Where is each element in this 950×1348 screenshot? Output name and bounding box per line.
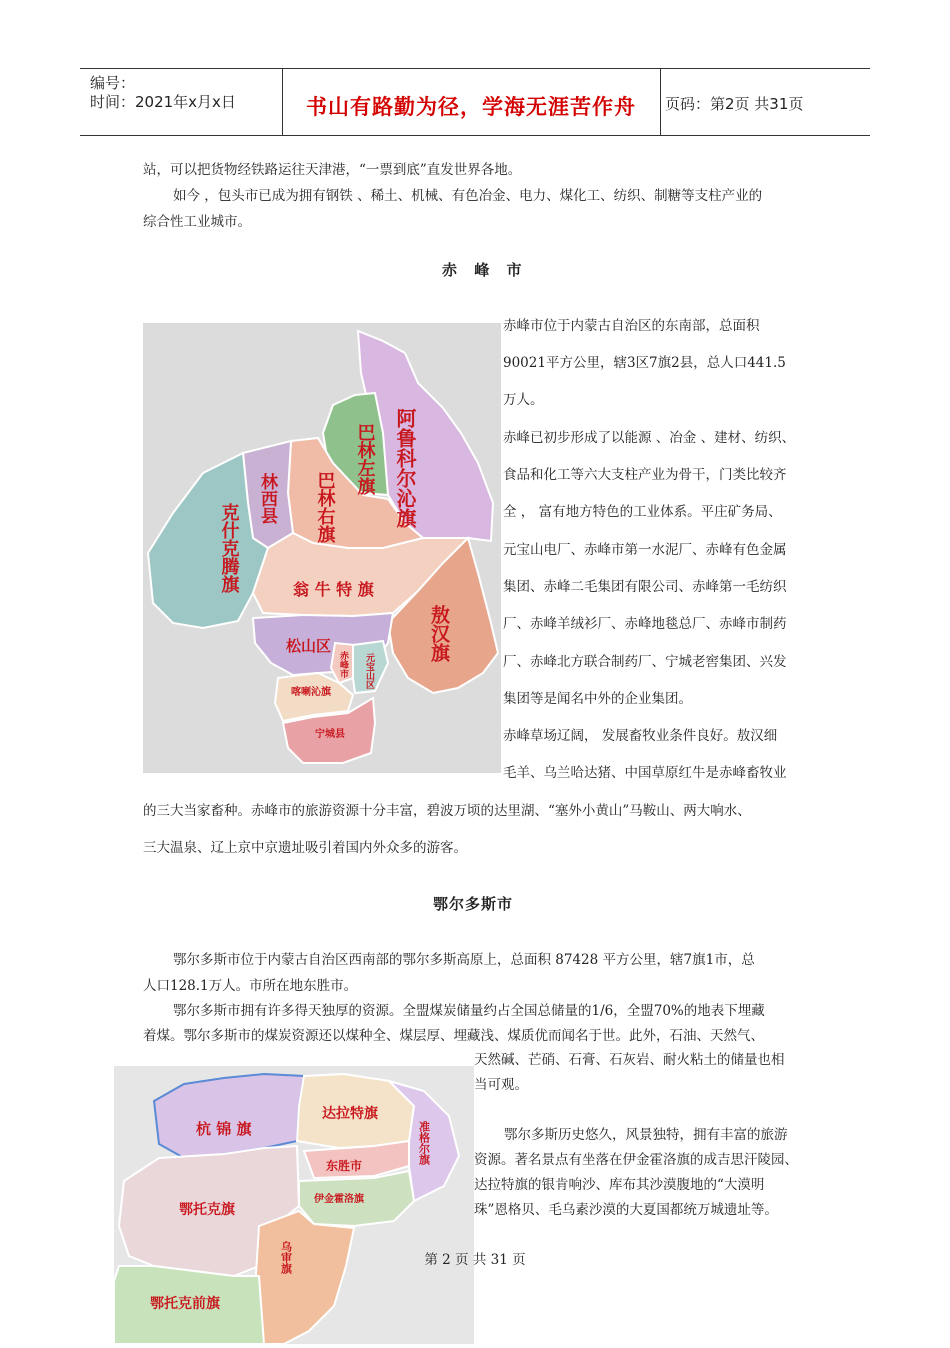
map-label-hongshan: 赤峰市: [338, 651, 348, 678]
chifeng-line-6: 全 ， 富有地方特色的工业体系。平庄矿务局、: [503, 504, 782, 520]
map-label-dongsheng: 东胜市: [326, 1159, 363, 1173]
ordos-right-line-2: 当可观。: [474, 1077, 528, 1093]
map-label-balinyou: 巴林右旗: [314, 471, 336, 543]
chifeng-line-3: 万人。: [503, 392, 544, 408]
map-label-alukeerqin: 阿鲁科尔沁旗: [393, 408, 417, 528]
map-label-keshiketeng: 克什克腾旗: [218, 503, 240, 593]
map-label-aohan: 敖汉旗: [428, 605, 450, 662]
header-page-cell: [660, 69, 870, 135]
chifeng-line-12: 赤峰草场辽阔， 发展畜牧业条件良好。敖汉细: [503, 728, 778, 744]
baotou-line-3: 综合性工业城市。: [143, 214, 251, 230]
ordos-right-line-5: 达拉特旗的银肯响沙、库布其沙漠腹地的“大漠明: [474, 1177, 765, 1193]
header-time: 时间：2021年x月x日: [90, 93, 236, 111]
header-page-number: 页码：第2页 共31页: [665, 95, 804, 113]
ordos-right-line-4: 资源。著名景点有坐落在伊金霍洛旗的成吉思汗陵园、: [474, 1152, 798, 1168]
map-label-harqin: 喀喇沁旗: [291, 687, 331, 698]
map-label-songshan: 松山区: [286, 637, 332, 655]
ordos-map: [114, 1066, 474, 1344]
map-label-wengniute: 翁 牛 特 旗: [293, 580, 374, 599]
ordos-right-line-1: 天然碱、芒硝、石膏、石灰岩、耐火粘土的储量也相: [474, 1052, 785, 1068]
page-footer: 第 2 页 共 31 页: [424, 1252, 526, 1268]
map-label-dalate: 达拉特旗: [322, 1106, 378, 1122]
chifeng-line-11: 集团等是闻名中外的企业集团。: [503, 691, 692, 707]
ordos-right-line-6: 珠”恩格贝、毛乌素沙漠的大夏国都统万城遗址等。: [474, 1202, 778, 1218]
header-motto-cell: [282, 69, 661, 135]
chifeng-line-13: 毛羊、乌兰哈达猪、中国草原红牛是赤峰畜牧业: [503, 765, 787, 781]
chifeng-line-4: 赤峰已初步形成了以能源 、冶金 、建材、纺织、: [503, 430, 796, 446]
chifeng-line-9: 厂、赤峰羊绒衫厂、赤峰地毯总厂、赤峰市制药: [503, 616, 787, 632]
chifeng-full-line-2: 三大温泉、辽上京中京遗址吸引着国内外众多的游客。: [143, 840, 467, 856]
chifeng-title: 赤 峰 市: [442, 261, 528, 279]
chifeng-line-7: 元宝山电厂、赤峰市第一水泥厂、赤峰有色金属: [503, 542, 787, 558]
chifeng-line-10: 厂、赤峰北方联合制药厂、宁城老窖集团、兴发: [503, 654, 787, 670]
map-label-yijinhuoluo: 伊金霍洛旗: [314, 1194, 364, 1205]
map-label-hangjin: 杭 锦 旗: [196, 1120, 252, 1138]
map-label-zhungeer: 准格尔旗: [417, 1121, 431, 1165]
ordos-title: 鄂尔多斯市: [433, 895, 514, 913]
chifeng-full-line-1: 的三大当家畜种。赤峰市的旅游资源十分丰富，碧波万顷的达里湖、“塞外小黄山”马鞍山、两大响水、: [143, 803, 751, 819]
map-label-etuokeqian: 鄂托克前旗: [150, 1296, 220, 1312]
map-label-yuanbaoshan: 元宝山区: [364, 653, 374, 689]
chifeng-line-8: 集团、赤峰二毛集团有限公司、赤峰第一毛纺织: [503, 579, 787, 595]
map-label-ningcheng: 宁城县: [315, 729, 345, 740]
map-label-linxi: 林西县: [257, 473, 277, 524]
chifeng-line-2: 90021平方公里，辖3区7旗2县，总人口441.5: [503, 355, 786, 371]
baotou-line-1: 站，可以把货物经铁路运往天津港，“一票到底”直发世界各地。: [143, 162, 522, 178]
header-meta: [80, 69, 283, 135]
header-motto: 书山有路勤为径，学海无涯苦作舟: [306, 95, 636, 119]
map-label-balinzuo: 巴林左旗: [354, 423, 376, 495]
page-header: [80, 68, 870, 136]
ordos-line-3: 鄂尔多斯市拥有许多得天独厚的资源。全盟煤炭储量约占全国总储量的1/6，全盟70%的地表下埋藏: [173, 1003, 765, 1019]
header-number: 编号：: [90, 74, 136, 92]
baotou-line-2: 如今 ，包头市已成为拥有钢铁 、稀土、机械、有色冶金、电力、煤化工、纺织、制糖等支柱产业的: [173, 188, 763, 204]
chifeng-line-1: 赤峰市位于内蒙古自治区的东南部，总面积: [503, 318, 760, 334]
map-label-etuoke: 鄂托克旗: [179, 1202, 235, 1218]
ordos-line-2: 人口128.1万人。市所在地东胜市。: [143, 978, 358, 994]
map-label-wushen: 乌审旗: [279, 1241, 293, 1274]
ordos-right-line-3: 鄂尔多斯历史悠久，风景独特，拥有丰富的旅游: [504, 1127, 788, 1143]
ordos-line-4: 着煤。鄂尔多斯市的煤炭资源还以煤种全、煤层厚、埋藏浅、煤质优而闻名于世。此外，石油、天然气、: [143, 1028, 764, 1044]
chifeng-map: [143, 323, 501, 773]
ordos-line-1: 鄂尔多斯市位于内蒙古自治区西南部的鄂尔多斯高原上，总面积 87428 平方公里，辖7旗1市，总: [173, 952, 755, 968]
chifeng-line-5: 食品和化工等六大支柱产业为骨干，门类比较齐: [503, 467, 787, 483]
